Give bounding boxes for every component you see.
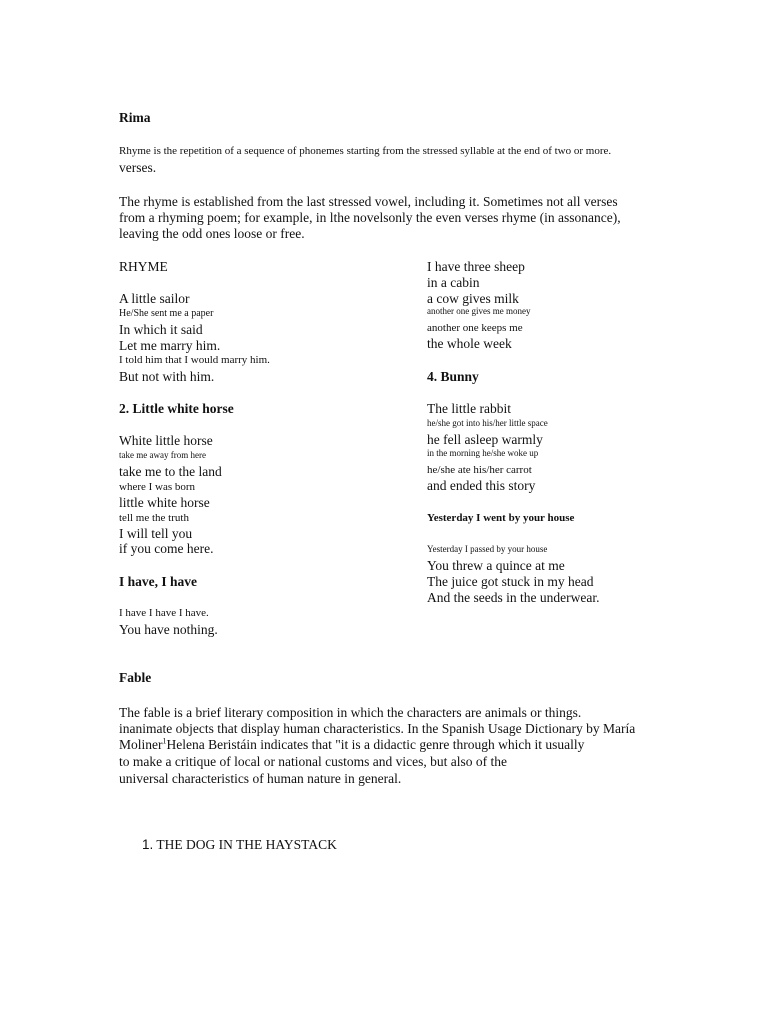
- poem-line: he fell asleep warmly: [427, 432, 543, 447]
- list-item: [142, 837, 337, 853]
- poem-translation-line: tell me the truth: [119, 512, 189, 524]
- poem-translation-line: he/she got into his/her little space: [427, 418, 548, 428]
- fable-beristain-text: Helena Beristáin indicates that "it is a didactic genre through which it usually: [166, 737, 585, 752]
- poem-line: White little horse: [119, 433, 213, 448]
- poem-line: But not with him.: [119, 369, 215, 384]
- poem-line: The juice got stuck in my head: [427, 574, 594, 589]
- poem-line: in a cabin: [427, 275, 480, 290]
- poem-line: and ended this story: [427, 478, 536, 493]
- poem-translation-line: he/she ate his/her carrot: [427, 464, 532, 476]
- footnote-marker[interactable]: 1: [162, 736, 167, 746]
- fable-paragraph-line: inanimate objects that display human characteristics. In the Spanish Usage Dictionary by María: [119, 721, 636, 736]
- poem-line: little white horse: [119, 495, 210, 510]
- poem-line: I have three sheep: [427, 259, 525, 274]
- poem-line: And the seeds in the underwear.: [427, 590, 600, 605]
- fable-paragraph-line: to make a critique of local or national customs and vices, but also of the: [119, 754, 508, 769]
- poem-line: I will tell you: [119, 526, 193, 541]
- poem-line: The little rabbit: [427, 401, 511, 416]
- section-heading-rima: Rima: [119, 110, 151, 125]
- poem-title-i-have: I have, I have: [119, 574, 198, 589]
- poem-title-little-white-horse: 2. Little white horse: [119, 401, 234, 416]
- list-item-text: THE DOG IN THE HAYSTACK: [156, 837, 337, 852]
- rima-paragraph-1-line-1: Rhyme is the repetition of a sequence of phonemes starting from the stressed syllable at the end of two or more.: [119, 145, 612, 157]
- fable-paragraph-line: The fable is a brief literary composition in which the characters are animals or things.: [119, 705, 582, 720]
- poem-translation-line: I told him that I would marry him.: [119, 354, 270, 366]
- poem-line: In which it said: [119, 322, 203, 337]
- poem-translation-line: Yesterday I passed by your house: [427, 544, 548, 554]
- poem-line: You have nothing.: [119, 622, 218, 637]
- rima-paragraph-2-line-1: The rhyme is established from the last stressed vowel, including it. Sometimes not all verses: [119, 194, 618, 209]
- poem-line: if you come here.: [119, 541, 214, 556]
- fable-paragraph-line: universal characteristics of human nature in general.: [119, 771, 402, 786]
- poem-translation-line: where I was born: [119, 481, 196, 493]
- rima-paragraph-2-line-3: leaving the odd ones loose or free.: [119, 226, 305, 241]
- poem-line: You threw a quince at me: [427, 558, 565, 573]
- poem-translation-line: take me away from here: [119, 450, 206, 460]
- poem-line: Let me marry him.: [119, 338, 221, 353]
- poem-translation-line: in the morning he/she woke up: [427, 448, 539, 458]
- poem-title-yesterday: Yesterday I went by your house: [427, 512, 575, 524]
- poem-title-bunny: 4. Bunny: [427, 369, 479, 384]
- rima-paragraph-1-line-2: verses.: [119, 160, 157, 175]
- rhyme-heading: RHYME: [119, 259, 168, 274]
- poem-translation-line: He/She sent me a paper: [119, 308, 214, 319]
- list-item-number: 1.: [142, 837, 154, 852]
- poem-line: A little sailor: [119, 291, 190, 306]
- poem-translation-line: another one keeps me: [427, 322, 523, 334]
- section-heading-fable: Fable: [119, 670, 152, 685]
- fable-paragraph-line: [119, 737, 584, 753]
- poem-line: a cow gives milk: [427, 291, 519, 306]
- rima-paragraph-2-line-2: from a rhyming poem; for example, in lthe novelsonly the even verses rhyme (in assonance),: [119, 210, 621, 225]
- poem-translation-line: I have I have I have.: [119, 607, 209, 619]
- fable-moliner-text: Moliner: [119, 737, 163, 752]
- poem-line: take me to the land: [119, 464, 222, 479]
- poem-line: the whole week: [427, 336, 512, 351]
- poem-translation-line: another one gives me money: [427, 306, 531, 316]
